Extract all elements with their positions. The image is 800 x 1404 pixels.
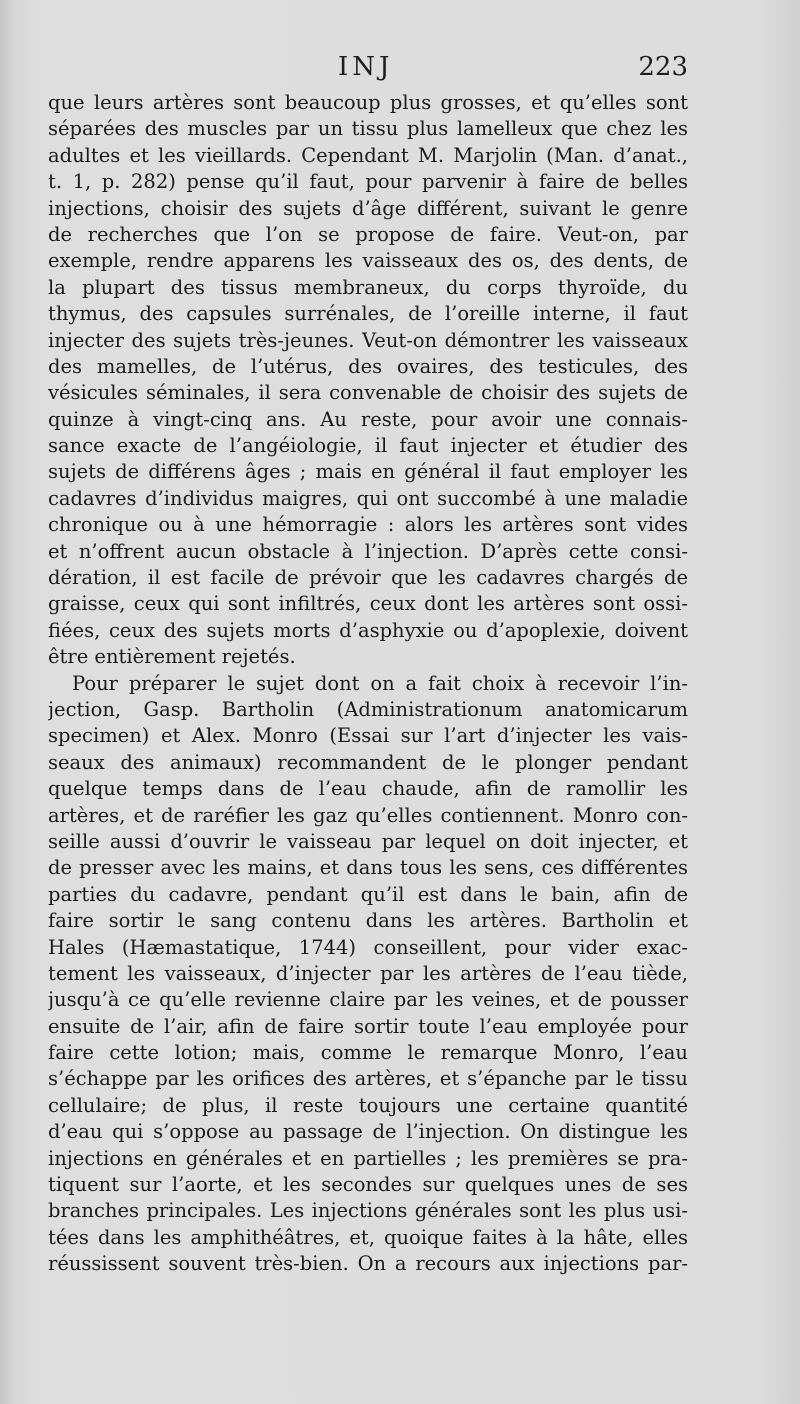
text-line: specimen) et Alex. Monro (Essai sur l’art d’injecter les vais-: [48, 724, 688, 748]
body-text: [48, 90, 688, 1278]
text-line: de presser avec les mains, et dans tous les sens, ces différentes: [48, 856, 688, 880]
text-line: tées dans les amphithéâtres, et, quoique faites à la hâte, elles: [48, 1225, 688, 1249]
text-line: seille aussi d’ouvrir le vaisseau par lequel on doit injecter, et: [48, 829, 688, 853]
text-line: de recherches que l’on se propose de faire. Veut-on, par: [48, 222, 688, 246]
text-line: injections en générales et en partielles ; les premières se pra-: [48, 1146, 688, 1170]
text-line: et n’offrent aucun obstacle à l’injection. D’après cette consi-: [48, 539, 688, 563]
text-line: Hales (Hæmastatique, 1744) conseillent, pour vider exac-: [48, 935, 688, 959]
text-line: séparées des muscles par un tissu plus lamelleux que chez les: [48, 117, 688, 141]
paragraph-first-line: Pour préparer le sujet dont on a fait choix à recevoir l’in-: [72, 671, 688, 695]
text-line: la plupart des tissus membraneux, du corps thyroïde, du: [48, 275, 688, 299]
text-line: t. 1, p. 282) pense qu’il faut, pour parvenir à faire de belles: [48, 170, 688, 194]
text-line: tement les vaisseaux, d’injecter par les artères de l’eau tiède,: [48, 961, 688, 985]
text-line: s’échappe par les orifices des artères, et s’épanche par le tissu: [48, 1067, 688, 1091]
text-line: vésicules séminales, il sera convenable de choisir des sujets de: [48, 381, 688, 405]
text-line: jusqu’à ce qu’elle revienne claire par les veines, et de pousser: [48, 988, 688, 1012]
text-line: artères, et de raréfier les gaz qu’elles contiennent. Monro con-: [48, 803, 688, 827]
text-line: thymus, des capsules surrénales, de l’oreille interne, il faut: [48, 302, 688, 326]
text-line: tiquent sur l’aorte, et les secondes sur quelques unes de ses: [48, 1173, 688, 1197]
text-line: sance exacte de l’angéiologie, il faut injecter et étudier des: [48, 434, 688, 458]
text-line: quinze à vingt-cinq ans. Au reste, pour avoir une connais-: [48, 407, 688, 431]
page-header: [48, 52, 688, 86]
text-line: chronique ou à une hémorragie : alors les artères sont vides: [48, 513, 688, 537]
text-line: des mamelles, de l’utérus, des ovaires, des testicules, des: [48, 354, 688, 378]
text-line: jection, Gasp. Bartholin (Administrationum anatomicarum: [48, 697, 688, 721]
text-line: injecter des sujets très-jeunes. Veut-on démontrer les vaisseaux: [48, 328, 688, 352]
text-line: cellulaire; de plus, il reste toujours une certaine quantité: [48, 1093, 688, 1117]
text-line: exemple, rendre apparens les vaisseaux des os, des dents, de: [48, 249, 688, 273]
text-line: seaux des animaux) recommandent de le plonger pendant: [48, 750, 688, 774]
text-line: faire sortir le sang contenu dans les artères. Bartholin et: [48, 909, 688, 933]
text-line: injections, choisir des sujets d’âge différent, suivant le genre: [48, 196, 688, 220]
text-line: être entièrement rejetés.: [48, 645, 296, 669]
text-line: sujets de différens âges ; mais en général il faut employer les: [48, 460, 688, 484]
text-line: réussissent souvent très-bien. On a recours aux injections par-: [48, 1252, 688, 1276]
text-line: adultes et les vieillards. Cependant M. Marjolin (Man. d’anat.,: [48, 143, 688, 167]
text-line: d’eau qui s’oppose au passage de l’injection. On distingue les: [48, 1120, 688, 1144]
text-line: graisse, ceux qui sont infiltrés, ceux dont les artères sont ossi-: [48, 592, 688, 616]
text-line: dération, il est facile de prévoir que les cadavres chargés de: [48, 566, 688, 590]
text-line: parties du cadavre, pendant qu’il est dans le bain, afin de: [48, 882, 688, 906]
text-line: que leurs artères sont beaucoup plus grosses, et qu’elles sont: [48, 91, 688, 114]
text-line: quelque temps dans de l’eau chaude, afin de ramollir les: [48, 777, 688, 801]
text-line: branches principales. Les injections générales sont les plus usi-: [48, 1199, 688, 1223]
text-line: ensuite de l’air, afin de faire sortir toute l’eau employée pour: [48, 1014, 688, 1038]
text-line: faire cette lotion; mais, comme le remarque Monro, l’eau: [48, 1041, 688, 1065]
page-number: 223: [638, 52, 688, 82]
text-line: cadavres d’individus maigres, qui ont succombé à une maladie: [48, 486, 688, 510]
running-head: INJ: [338, 52, 394, 82]
text-line: fiées, ceux des sujets morts d’asphyxie ou d’apoplexie, doivent: [48, 618, 688, 642]
